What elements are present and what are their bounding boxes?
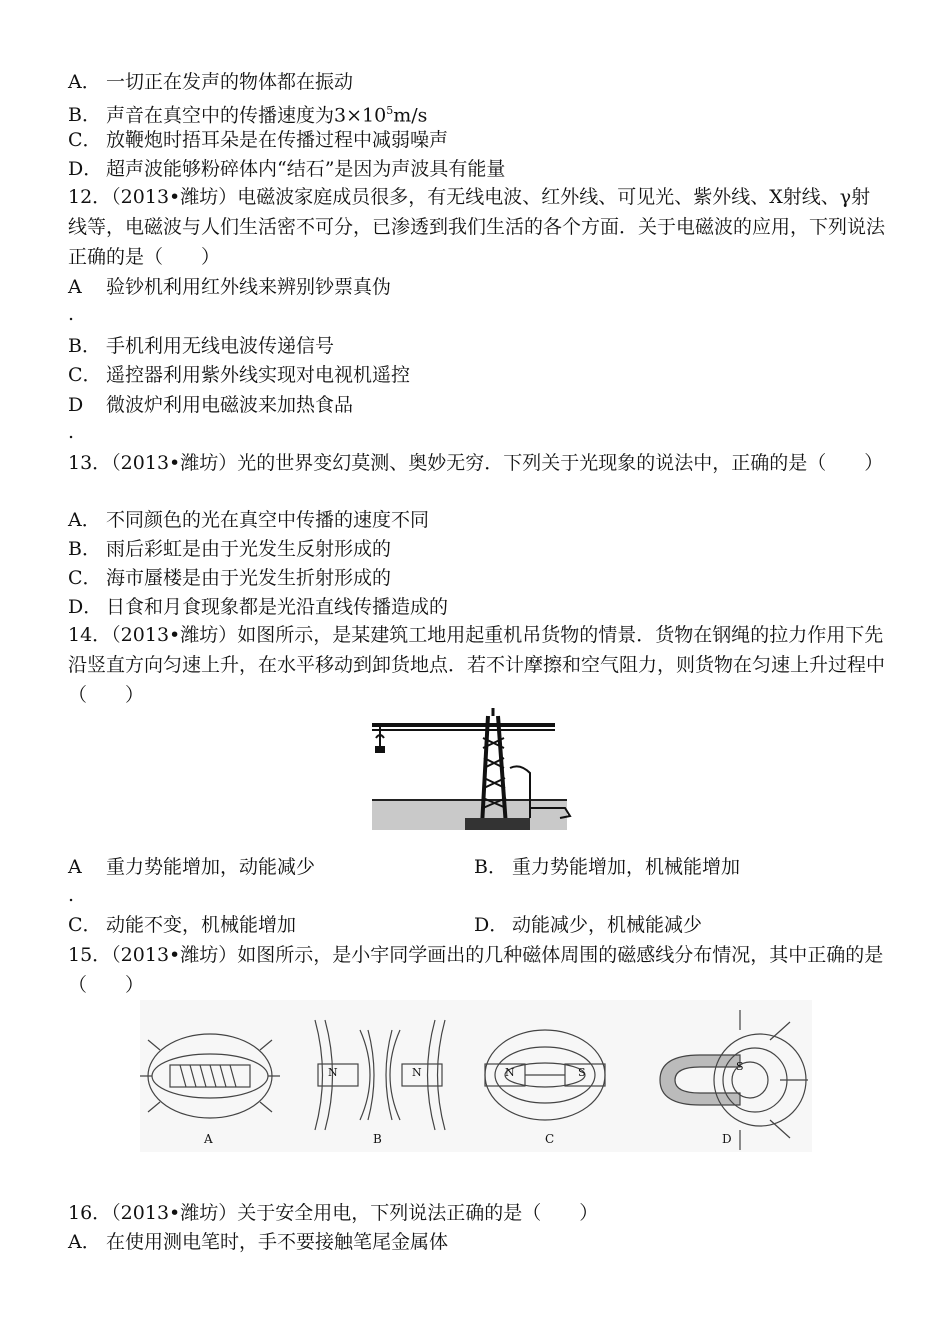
q14-option-d: D． 动能减少，机械能减少 — [474, 914, 703, 936]
q11-option-d: D． 超声波能够粉碎体内“结石”是因为声波具有能量 — [68, 158, 506, 180]
q12-option-a-dot: . — [68, 303, 75, 325]
fig-label-c: C — [545, 1132, 555, 1146]
pole-label-b-left: N — [328, 1066, 338, 1079]
fig-label-b: B — [373, 1132, 382, 1146]
q12-option-c: C． 遥控器利用紫外线实现对电视机遥控 — [68, 364, 411, 386]
q11-option-b: B． 声音在真空中的传播速度为$3\times 10^5m/s$ — [68, 104, 428, 127]
fig-label-a: A — [204, 1132, 213, 1146]
q11-option-c: C． 放鞭炮时捂耳朵是在传播过程中减弱噪声 — [68, 129, 449, 151]
q14-option-a-dot: . — [68, 884, 75, 906]
q12-option-d-dot: . — [68, 421, 75, 443]
q16-option-a: A． 在使用测电笔时，手不要接触笔尾金属体 — [68, 1231, 449, 1253]
q12-stem: 12．（2013•潍坊）电磁波家庭成员很多，有无线电波、红外线、可见光、紫外线、X射线、γ射线等，电磁波与人们生活密不可分，已渗透到我们生活的各个方面．关于电磁波的应用，下列说法正确的是（ ） — [68, 186, 886, 268]
q13-option-c: C． 海市蜃楼是由于光发生折射形成的 — [68, 567, 392, 589]
q14-option-b: B． 重力势能增加，机械能增加 — [474, 856, 741, 878]
q12-option-b: B． 手机利用无线电波传递信号 — [68, 335, 335, 357]
crane-figure — [370, 708, 580, 832]
q13-option-d: D． 日食和月食现象都是光沿直线传播造成的 — [68, 596, 449, 618]
pole-label-c-left: N — [505, 1066, 515, 1079]
pole-label-d-top: S — [736, 1060, 744, 1073]
q14-option-c: C． 动能不变，机械能增加 — [68, 914, 297, 936]
q14-stem: 14．（2013•潍坊）如图所示，是某建筑工地用起重机吊货物的情景．货物在钢绳的拉力作用下先沿竖直方向匀速上升，在水平移动到卸货地点．若不计摩擦和空气阻力，则货物在匀速上升过程中（ ） — [68, 624, 886, 706]
pole-label-c-right: S — [578, 1066, 586, 1079]
q14-option-a: A 重力势能增加，动能减少 — [68, 856, 316, 878]
q16-stem: 16．（2013•潍坊）关于安全用电，下列说法正确的是（ ） — [68, 1202, 599, 1224]
q12-option-d: D 微波炉利用电磁波来加热食品 — [68, 394, 354, 416]
q13-stem: 13．（2013•潍坊）光的世界变幻莫测、奥妙无穷．下列关于光现象的说法中，正确的是（ ） — [68, 452, 884, 474]
pole-label-b-right: N — [412, 1066, 422, 1079]
magnetic-field-figure — [140, 1000, 812, 1152]
q13-option-b: B． 雨后彩虹是由于光发生反射形成的 — [68, 538, 392, 560]
q11-option-a: A． 一切正在发声的物体都在振动 — [68, 71, 354, 93]
q15-stem: 15．（2013•潍坊）如图所示，是小宇同学画出的几种磁体周围的磁感线分布情况，其中正确的是（ ） — [68, 944, 884, 996]
fig-label-d: D — [722, 1132, 732, 1146]
q12-option-a: A 验钞机利用红外线来辨别钞票真伪 — [68, 276, 392, 298]
q13-option-a: A． 不同颜色的光在真空中传播的速度不同 — [68, 509, 430, 531]
